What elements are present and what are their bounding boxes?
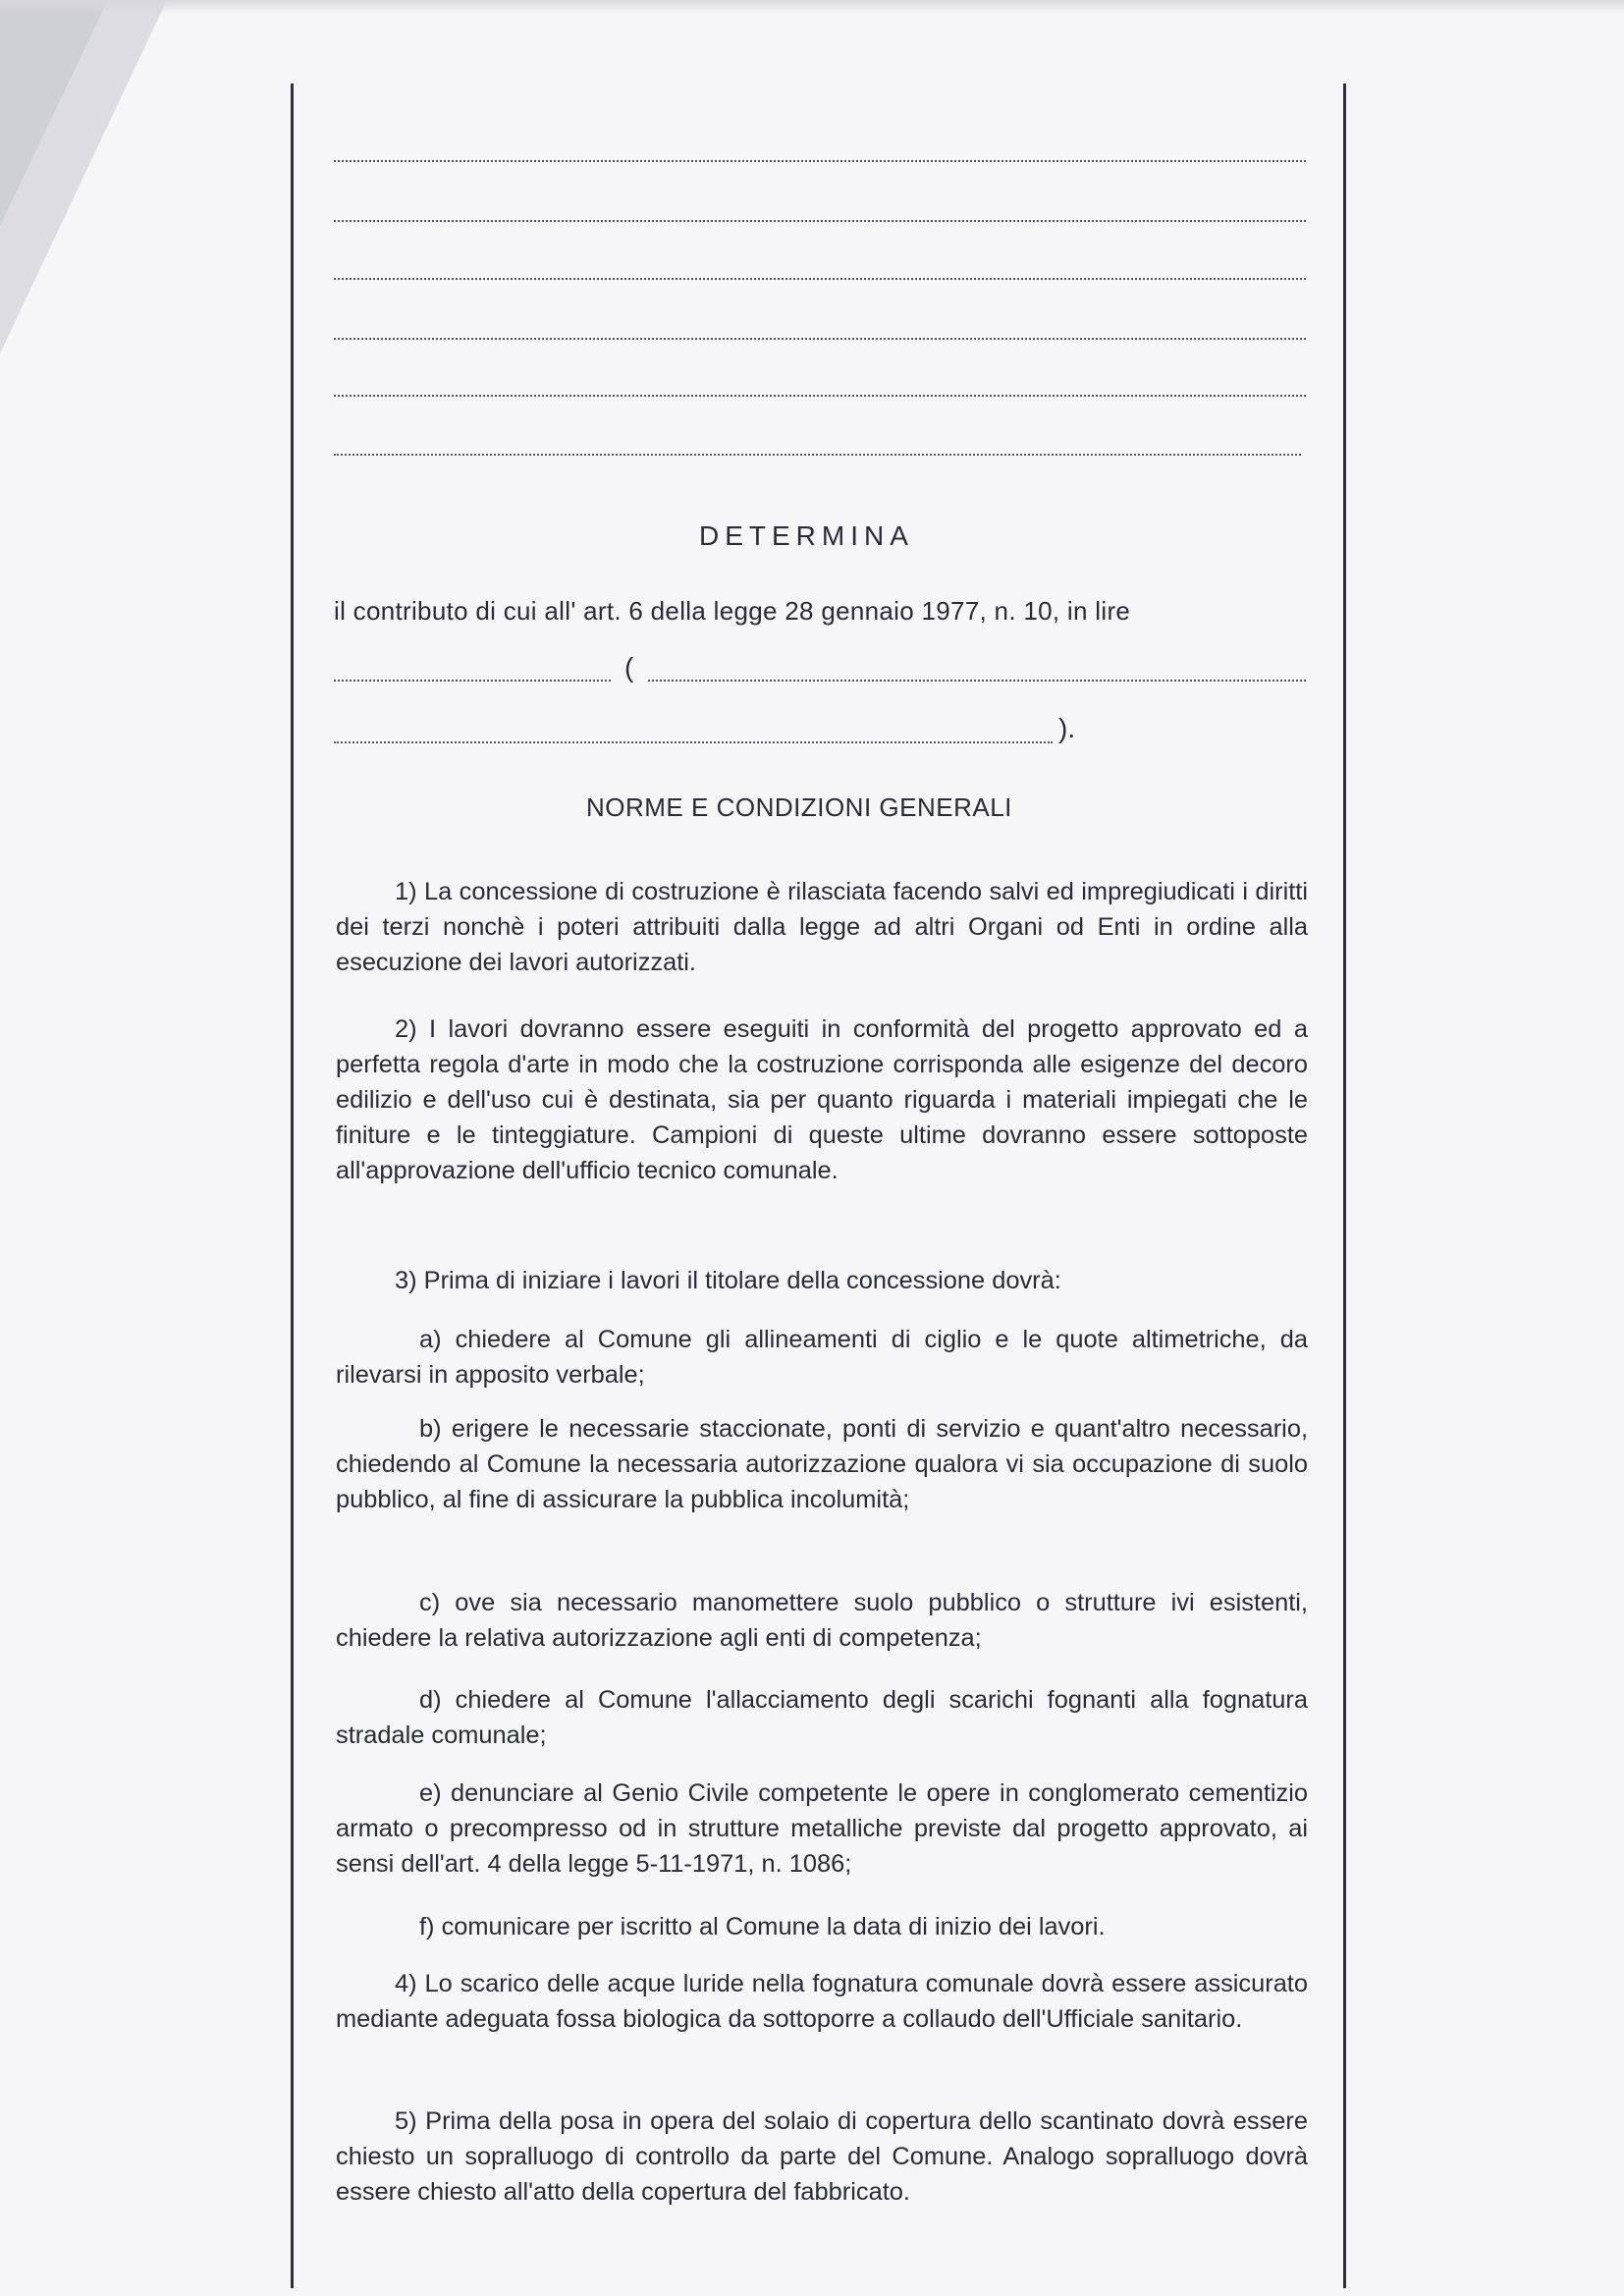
paragraph-3e: e) denunciare al Genio Civile competente le opere in conglomerato cementizio armato o precompresso od in strutture metalliche previste dal progetto approvato, ai sensi dell'art. 4 della legge 5-11-1971, n. 1086; — [336, 1779, 1308, 1878]
blank-line — [334, 278, 1306, 280]
paragraph-3f: f) comunicare per iscritto al Comune la data di inizio dei lavori. — [419, 1913, 1106, 1941]
paragraph-4: 4) Lo scarico delle acque luride nella fognatura comunale dovrà essere assicurato mediante adeguata fossa biologica da sottoporre a collaudo dell'Ufficiale sanitario. — [336, 1970, 1308, 2033]
paragraph-3d: d) chiedere al Comune l'allacciamento degli scarichi fognanti alla fognatura stradale comunale; — [336, 1686, 1308, 1749]
section-title: NORME E CONDIZIONI GENERALI — [586, 793, 1012, 822]
determina-heading: DETERMINA — [699, 520, 914, 551]
paragraph-3: 3) Prima di iniziare i lavori il titolare della concessione dovrà: — [395, 1267, 1061, 1294]
blank-line — [334, 454, 1301, 456]
paragraph-3a: a) chiedere al Comune gli allineamenti di ciglio e le quote altimetriche, da rilevarsi in apposito verbale; — [336, 1326, 1308, 1389]
paragraph-1: 1) La concessione di costruzione è rilasciata facendo salvi ed impregiudicati i diritti dei terzi nonchè i poteri attribuiti dalla legge ad altri Organi od Enti in ordine alla esecuzione dei lavori autorizzati. — [336, 878, 1308, 976]
amount-figures-blank — [334, 680, 611, 682]
contribution-line: il contributo di cui all' art. 6 della legge 28 gennaio 1977, n. 10, in lire — [334, 596, 1131, 626]
paragraph-2: 2) I lavori dovranno essere eseguiti in conformità del progetto approvato ed a perfetta regola d'arte in modo che la costruzione corrisponda alle esigenze del decoro edilizio e dell'uso cui è destinata, sia per quanto riguarda i materiali impiegati che le finiture e le tinteggiature. Campioni di queste ultime dovranno essere sottoposte all'approvazione dell'ufficio tecnico comunale. — [336, 1015, 1308, 1184]
scan-top-shade — [0, 0, 1624, 14]
left-margin-rule — [291, 83, 294, 2288]
blank-line — [334, 338, 1306, 340]
blank-line — [334, 160, 1306, 162]
paragraph-3b: b) erigere le necessarie staccionate, ponti di servizio e quant'altro necessario, chiedendo al Comune la necessaria autorizzazione qualora vi sia occupazione di suolo pubblico, al fine di assicurare la pubblica incolumità; — [336, 1415, 1308, 1513]
blank-line — [334, 220, 1306, 222]
amount-words-blank — [648, 680, 1306, 682]
blank-line — [334, 395, 1306, 397]
scan-shadow-edge — [0, 0, 167, 2296]
amount-words-blank-2 — [334, 741, 1053, 743]
paragraph-3c: c) ove sia necessario manomettere suolo pubblico o strutture ivi esistenti, chiedere la relativa autorizzazione agli enti di competenza; — [336, 1589, 1308, 1652]
open-parenthesis: ( — [624, 652, 634, 683]
paragraph-5: 5) Prima della posa in opera del solaio di copertura dello scantinato dovrà essere chiesto un sopralluogo di controllo da parte del Comune. Analogo sopralluogo dovrà essere chiesto all'atto della copertura del fabbricato. — [336, 2107, 1308, 2206]
right-margin-rule — [1343, 83, 1346, 2288]
close-parenthesis: ). — [1058, 713, 1076, 743]
